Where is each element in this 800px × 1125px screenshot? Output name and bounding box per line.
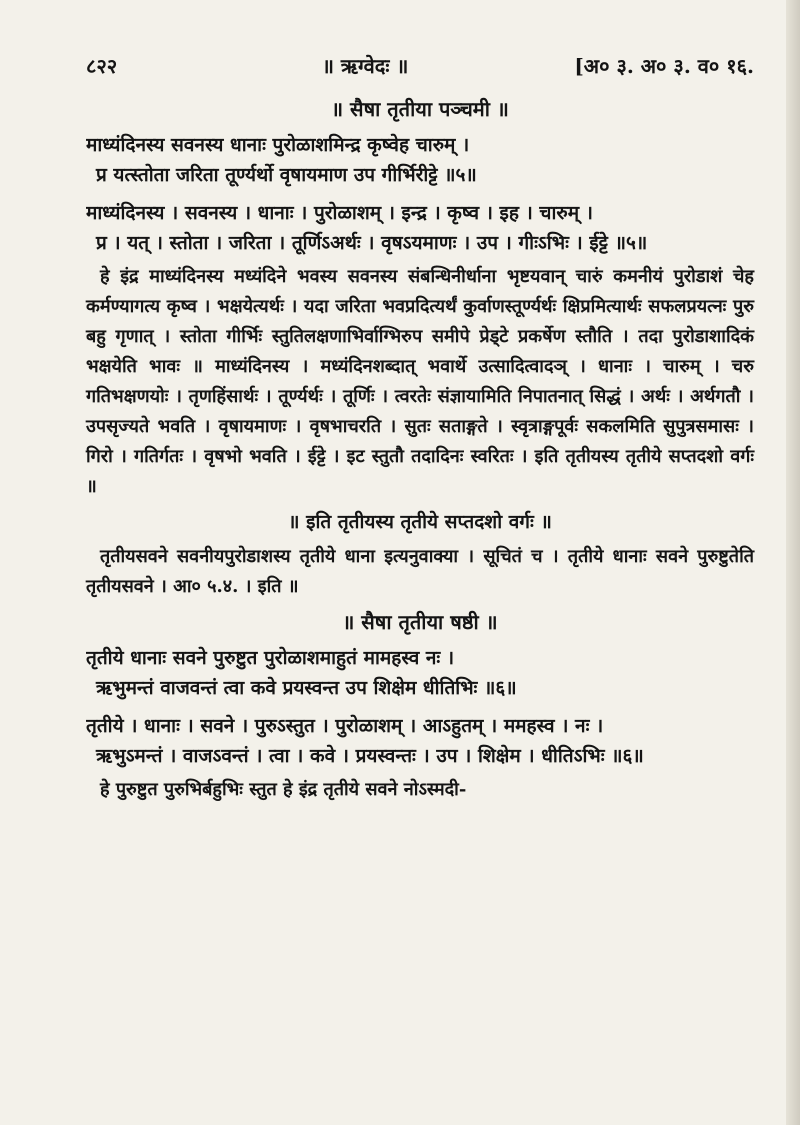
page-header — [86, 52, 754, 79]
transition-note-text: तृतीयसवने सवनीयपुरोडाशस्य तृतीये धाना इत्यनुवाक्या । सूचितं च । तृतीये धानाः सवने पुरुष्टुतेति तृतीयसवने । आ० ५.४. । इति ॥ — [86, 546, 754, 597]
verse-heading-6: ॥ सैषा तृतीया षष्ठी ॥ — [342, 610, 498, 634]
commentary-6 — [86, 775, 754, 805]
padapatha-6-line-2: ऋभुऽमन्तं । वाजऽवन्तं । त्वा । कवे । प्रयस्वन्तः । उप । शिक्षेम । धीतिऽभिः ॥६॥ — [96, 745, 644, 767]
verse-5-line-1: माध्यंदिनस्य सवनस्य धानाः पुरोळाशमिन्द्र कृष्वेह चारुम् । — [86, 134, 470, 156]
transition-note — [86, 542, 754, 602]
padapatha-5-line-2: प्र । यत् । स्तोता । जरिता । तूर्णिऽअर्थः । वृषऽयमाणः । उप । गीःऽभिः । ईट्टे ॥५॥ — [96, 232, 648, 254]
padapatha-6-line-1: तृतीये । धानाः । सवने । पुरुऽस्तुत । पुरोळाशम् । आऽहुतम् । ममहस्व । नः । — [86, 715, 604, 737]
verse-heading-5: ॥ सैषा तृतीया पञ्चमी ॥ — [331, 97, 509, 121]
verse-6-line-1: तृतीये धानाः सवने पुरुष्टुत पुरोळाशमाहुतं मामहस्व नः । — [86, 647, 455, 669]
book-spine-edge — [786, 0, 800, 1125]
page-number: ८२२ — [86, 54, 118, 78]
padapatha-5-line-1: माध्यंदिनस्य । सवनस्य । धानाः । पुरोळाशम् । इन्द्र । कृष्व । इह । चारुम् । — [86, 202, 593, 224]
commentary-6-text: हे पुरुष्टुत पुरुभिर्बहुभिः स्तुत हे इंद्र तृतीये सवने नोऽस्मदी- — [100, 779, 467, 800]
commentary-5 — [86, 262, 754, 502]
verse-5-line-2: प्र यत्स्तोता जरिता तूर्ण्यर्थो वृषायमाण उप गीर्भिरीट्टे ॥५॥ — [96, 164, 477, 186]
section-reference: [अ० ३. अ० ३. व० १६. — [574, 54, 754, 78]
verse-6-line-2: ऋभुमन्तं वाजवन्तं त्वा कवे प्रयस्वन्त उप शिक्षेम धीतिभिः ॥६॥ — [96, 677, 517, 699]
commentary-5-text: हे इंद्र माध्यंदिनस्य मध्यंदिने भवस्य सवनस्य संबन्धिनीर्धाना भृष्टयवान् चारुं कमनीयं पुरोडाशं चेह कर्मण्यागत्य कृष्व । भक्षयेत्यर्थः । यदा जरिता भवप्रदित्यर्थं कुर्वाणस्तूर्ण्यर्थः क्षिप्रमित्यार्थः सफलप्रयत्नः पुरु बहु गृणात् । स्तोता गीर्भिः स्तुतिलक्षणाभिर्वाग्भिरुप समीपे प्रेड्टे प्रकर्षेण स्तौति । तदा पुरोडाशादिकं भक्षयेति भावः ॥ माध्यंदिनस्य । मध्यंदिनशब्दात् भवार्थे उत्सादित्वादञ् । धानाः । चारुम् । चरु गतिभक्षणयोः । तृणहिंसार्थः । तूर्ण्यर्थः । तूर्णिः । त्वरतेः संज्ञायामिति निपातनात् सिद्धं । अर्थः । अर्थगतौ । उपसृज्यते भवति । वृषायमाणः । वृषभाचरति । सुतः सताङ्गते । स्वृत्राङ्गपूर्वः सकलमिति सुपुत्रसमासः । गिरो । गतिर्गतः । वृषभो भवति । ईट्टे । इट स्तुतौ तदादिनः स्वरितः । इति तृतीयस्य तृतीये सप्तदशो वर्गः ॥ — [86, 266, 754, 497]
running-title: ॥ ऋग्वेदः ॥ — [321, 54, 409, 78]
varga-closing: ॥ इति तृतीयस्य तृतीये सप्तदशो वर्गः ॥ — [288, 511, 552, 533]
